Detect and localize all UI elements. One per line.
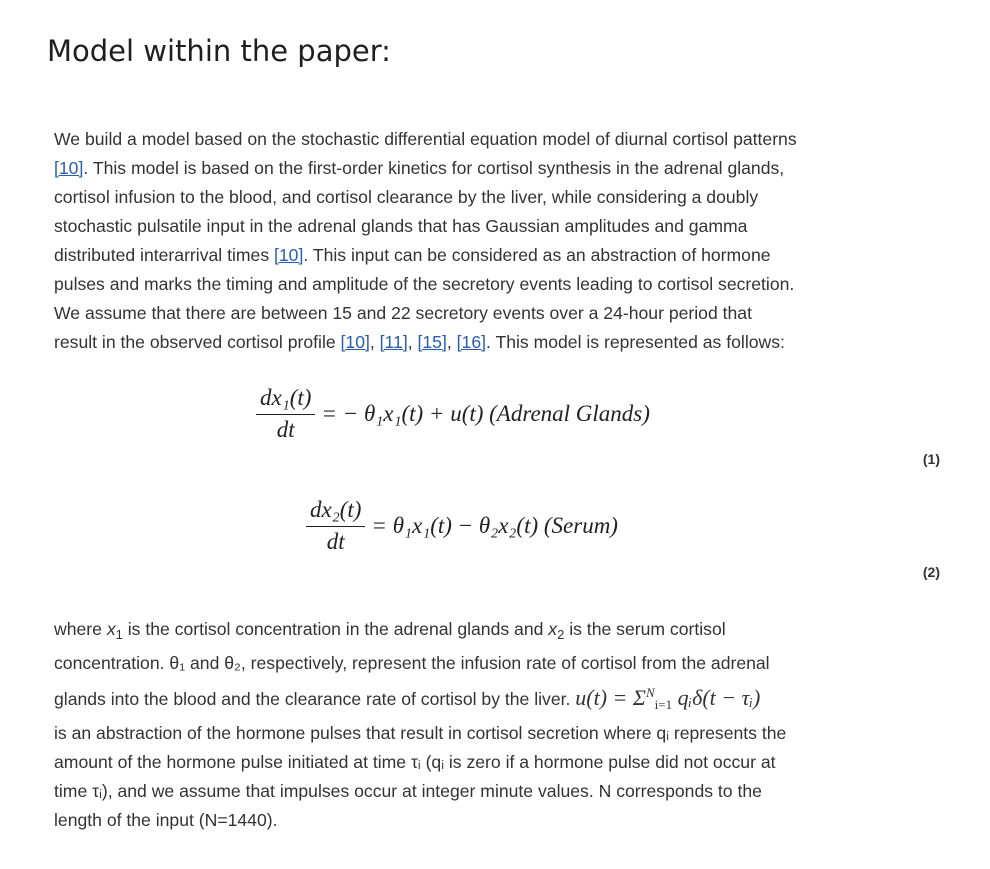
- text-line: [54, 615, 944, 649]
- equation-1: [256, 385, 650, 443]
- section-heading: Model within the paper:: [47, 34, 391, 68]
- math-segment: u(t) = Σ: [575, 685, 646, 710]
- text-segment: is the serum cortisol: [564, 619, 726, 639]
- subscript: 1: [115, 627, 123, 642]
- text-line: We build a model based on the stochastic differential equation model of diurnal cortisol patterns: [54, 129, 797, 149]
- equation-1-number: (1): [922, 451, 940, 467]
- subscript: 2: [557, 627, 565, 642]
- equation-1-denominator: dt: [276, 417, 295, 442]
- text-segment: . This model is based on the first-order kinetics for cortisol synthesis in the adrenal glands,: [83, 158, 785, 178]
- paragraph-model-description: [54, 125, 944, 357]
- reference-link-11[interactable]: [11]: [379, 332, 408, 352]
- text-line: amount of the hormone pulse initiated at time τᵢ (qᵢ is zero if a hormone pulse did not occur at: [54, 752, 776, 772]
- text-line: [54, 154, 944, 183]
- inline-equation: [575, 685, 760, 710]
- text-line: is an abstraction of the hormone pulses that result in cortisol secretion where qᵢ represents the: [54, 723, 787, 743]
- text-line: pulses and marks the timing and amplitude of the secretory events leading to cortisol secretion.: [54, 274, 795, 294]
- text-segment: . This model is represented as follows:: [486, 332, 785, 352]
- text-line: stochastic pulsatile input in the adrenal glands that has Gaussian amplitudes and gamma: [54, 216, 748, 236]
- equation-1-rhs: = − θ₁x₁(t) + u(t) (Adrenal Glands): [321, 401, 650, 426]
- equation-1-numerator: dx₁(t): [256, 385, 315, 415]
- text-segment: where: [54, 619, 107, 639]
- equation-2-number: (2): [922, 564, 940, 580]
- superscript: N: [645, 685, 655, 700]
- math-segment: qᵢδ(t − τᵢ): [672, 685, 761, 710]
- paragraph-variable-definitions: [54, 615, 944, 835]
- variable-x: x: [548, 619, 558, 639]
- text-line: [54, 241, 944, 270]
- reference-link-10[interactable]: [10]: [340, 332, 370, 352]
- text-line: length of the input (N=1440).: [54, 810, 278, 830]
- reference-link-15[interactable]: [15]: [417, 332, 447, 352]
- equation-2-rhs: = θ₁x₁(t) − θ₂x₂(t) (Serum): [371, 513, 618, 538]
- equation-2-denominator: dt: [326, 529, 345, 554]
- text-line: cortisol infusion to the blood, and cortisol clearance by the liver, while considering a doubly: [54, 187, 759, 207]
- reference-link-10[interactable]: [10]: [274, 245, 304, 265]
- text-segment: distributed interarrival times: [54, 245, 274, 265]
- text-segment: . This input can be considered as an abstraction of hormone: [303, 245, 771, 265]
- subscript: i=1: [654, 697, 673, 712]
- reference-link-16[interactable]: [16]: [456, 332, 486, 352]
- equation-2: [306, 497, 618, 555]
- text-line: concentration. θ₁ and θ₂, respectively, represent the infusion rate of cortisol from the adrenal: [54, 653, 770, 673]
- text-segment: glands into the blood and the clearance rate of cortisol by the liver.: [54, 689, 576, 709]
- equation-2-fraction: [306, 497, 365, 555]
- text-line: [54, 678, 944, 719]
- equation-2-numerator: dx₂(t): [306, 497, 365, 527]
- equation-1-fraction: [256, 385, 315, 443]
- text-segment: result in the observed cortisol profile: [54, 332, 341, 352]
- text-segment: is the cortisol concentration in the adrenal glands and: [122, 619, 549, 639]
- text-line: We assume that there are between 15 and 22 secretory events over a 24-hour period that: [54, 303, 752, 323]
- text-line: time τᵢ), and we assume that impulses occur at integer minute values. N corresponds to the: [54, 781, 762, 801]
- text-line: result in the observed cortisol profile [10], [11], [15], [16]. This model is represented as follows:: [54, 332, 785, 352]
- reference-link-10[interactable]: [10]: [54, 158, 84, 178]
- variable-x: x: [106, 619, 116, 639]
